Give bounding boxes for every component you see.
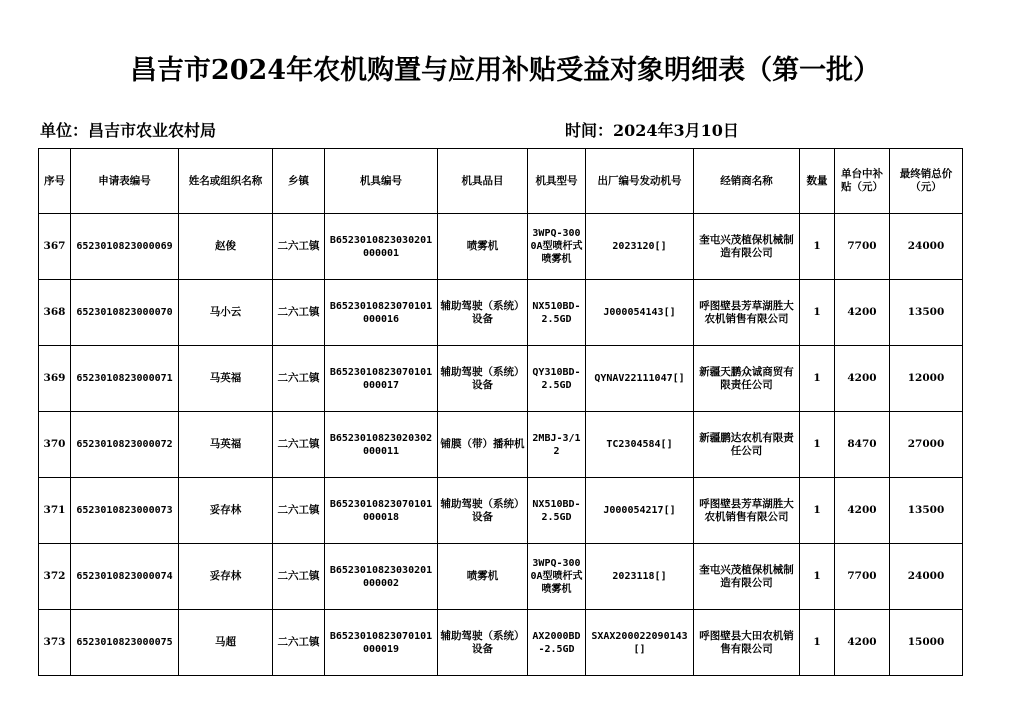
table-row xyxy=(39,214,963,280)
header-col-machine-no: 机具编号 xyxy=(325,149,438,214)
cell-quantity: 1 xyxy=(800,412,835,478)
cell-quantity: 1 xyxy=(800,478,835,544)
cell-category: 辅助驾驶（系统）设备 xyxy=(438,478,528,544)
cell-category: 辅助驾驶（系统）设备 xyxy=(438,346,528,412)
cell-total-price: 27000 xyxy=(890,412,963,478)
cell-total-price: 15000 xyxy=(890,610,963,676)
header-col-index: 序号 xyxy=(39,149,71,214)
cell-application-no: 6523010823000073 xyxy=(71,478,179,544)
cell-town: 二六工镇 xyxy=(273,544,325,610)
table-row xyxy=(39,610,963,676)
cell-model: 2MBJ-3/12 xyxy=(528,412,586,478)
cell-machine-no: B6523010823070101000017 xyxy=(325,346,438,412)
table-body xyxy=(39,214,963,676)
cell-model: QY310BD-2.5GD xyxy=(528,346,586,412)
cell-quantity: 1 xyxy=(800,346,835,412)
cell-application-no: 6523010823000071 xyxy=(71,346,179,412)
cell-model: 3WPQ-3000A型喷杆式喷雾机 xyxy=(528,544,586,610)
cell-total-price: 24000 xyxy=(890,544,963,610)
cell-total-price: 13500 xyxy=(890,478,963,544)
header-col-application-no: 申请表编号 xyxy=(71,149,179,214)
cell-serial: SXAX200022090143[] xyxy=(586,610,694,676)
cell-name: 马小云 xyxy=(179,280,273,346)
header-col-name: 姓名或组织名称 xyxy=(179,149,273,214)
header-col-town: 乡镇 xyxy=(273,149,325,214)
cell-application-no: 6523010823000072 xyxy=(71,412,179,478)
header-col-dealer: 经销商名称 xyxy=(694,149,800,214)
cell-serial: 2023118[] xyxy=(586,544,694,610)
cell-total-price: 12000 xyxy=(890,346,963,412)
cell-index: 370 xyxy=(39,412,71,478)
cell-serial: QYNAV22111047[] xyxy=(586,346,694,412)
header-col-category: 机具品目 xyxy=(438,149,528,214)
cell-index: 373 xyxy=(39,610,71,676)
cell-name: 马超 xyxy=(179,610,273,676)
cell-category: 喷雾机 xyxy=(438,214,528,280)
cell-total-price: 24000 xyxy=(890,214,963,280)
cell-subsidy: 4200 xyxy=(835,346,890,412)
cell-name: 妥存林 xyxy=(179,544,273,610)
cell-name: 马英福 xyxy=(179,412,273,478)
cell-application-no: 6523010823000070 xyxy=(71,280,179,346)
cell-quantity: 1 xyxy=(800,214,835,280)
cell-dealer: 呼图壁县芳草湖胜大农机销售有限公司 xyxy=(694,280,800,346)
cell-machine-no: B6523010823070101000019 xyxy=(325,610,438,676)
cell-dealer: 新疆鹏达农机有限责任公司 xyxy=(694,412,800,478)
cell-application-no: 6523010823000074 xyxy=(71,544,179,610)
cell-subsidy: 4200 xyxy=(835,478,890,544)
cell-application-no: 6523010823000069 xyxy=(71,214,179,280)
cell-index: 372 xyxy=(39,544,71,610)
header-col-model: 机具型号 xyxy=(528,149,586,214)
document-title: 昌吉市2024年农机购置与应用补贴受益对象明细表（第一批） xyxy=(129,55,881,86)
cell-subsidy: 4200 xyxy=(835,610,890,676)
header-col-serial: 出厂编号发动机号 xyxy=(586,149,694,214)
date-label: 时间：2024年3月10日 xyxy=(565,121,739,140)
cell-dealer: 新疆天鹏众诚商贸有限责任公司 xyxy=(694,346,800,412)
cell-quantity: 1 xyxy=(800,544,835,610)
table-row xyxy=(39,412,963,478)
cell-subsidy: 7700 xyxy=(835,214,890,280)
cell-quantity: 1 xyxy=(800,280,835,346)
cell-dealer: 奎屯兴茂植保机械制造有限公司 xyxy=(694,214,800,280)
cell-category: 辅助驾驶（系统）设备 xyxy=(438,280,528,346)
cell-machine-no: B6523010823070101000018 xyxy=(325,478,438,544)
cell-index: 367 xyxy=(39,214,71,280)
cell-serial: J000054143[] xyxy=(586,280,694,346)
cell-index: 371 xyxy=(39,478,71,544)
cell-dealer: 呼图壁县大田农机销售有限公司 xyxy=(694,610,800,676)
cell-subsidy: 7700 xyxy=(835,544,890,610)
cell-machine-no: B6523010823030201000001 xyxy=(325,214,438,280)
cell-category: 铺膜（带）播种机 xyxy=(438,412,528,478)
cell-serial: J000054217[] xyxy=(586,478,694,544)
cell-subsidy: 8470 xyxy=(835,412,890,478)
table-row xyxy=(39,346,963,412)
table-row xyxy=(39,544,963,610)
unit-label: 单位：昌吉市农业农村局 xyxy=(40,121,217,140)
cell-category: 喷雾机 xyxy=(438,544,528,610)
cell-model: AX2000BD-2.5GD xyxy=(528,610,586,676)
cell-dealer: 呼图壁县芳草湖胜大农机销售有限公司 xyxy=(694,478,800,544)
cell-town: 二六工镇 xyxy=(273,346,325,412)
cell-subsidy: 4200 xyxy=(835,280,890,346)
cell-town: 二六工镇 xyxy=(273,610,325,676)
cell-serial: TC2304584[] xyxy=(586,412,694,478)
table-row xyxy=(39,478,963,544)
table-row xyxy=(39,280,963,346)
cell-machine-no: B6523010823070101000016 xyxy=(325,280,438,346)
cell-model: NX510BD-2.5GD xyxy=(528,280,586,346)
cell-town: 二六工镇 xyxy=(273,412,325,478)
cell-serial: 2023120[] xyxy=(586,214,694,280)
cell-category: 辅助驾驶（系统）设备 xyxy=(438,610,528,676)
cell-machine-no: B6523010823020302000011 xyxy=(325,412,438,478)
cell-quantity: 1 xyxy=(800,610,835,676)
header-col-quantity: 数量 xyxy=(800,149,835,214)
header-row xyxy=(39,149,963,214)
cell-application-no: 6523010823000075 xyxy=(71,610,179,676)
beneficiary-table xyxy=(38,148,963,676)
cell-dealer: 奎屯兴茂植保机械制造有限公司 xyxy=(694,544,800,610)
cell-town: 二六工镇 xyxy=(273,478,325,544)
cell-machine-no: B6523010823030201000002 xyxy=(325,544,438,610)
cell-model: 3WPQ-3000A型喷杆式喷雾机 xyxy=(528,214,586,280)
header-col-total-price: 最终销总价（元） xyxy=(890,149,963,214)
cell-name: 马英福 xyxy=(179,346,273,412)
header-col-subsidy: 单台中补贴（元） xyxy=(835,149,890,214)
cell-town: 二六工镇 xyxy=(273,214,325,280)
cell-index: 369 xyxy=(39,346,71,412)
cell-index: 368 xyxy=(39,280,71,346)
cell-name: 妥存林 xyxy=(179,478,273,544)
cell-model: NX510BD-2.5GD xyxy=(528,478,586,544)
cell-name: 赵俊 xyxy=(179,214,273,280)
cell-total-price: 13500 xyxy=(890,280,963,346)
cell-town: 二六工镇 xyxy=(273,280,325,346)
